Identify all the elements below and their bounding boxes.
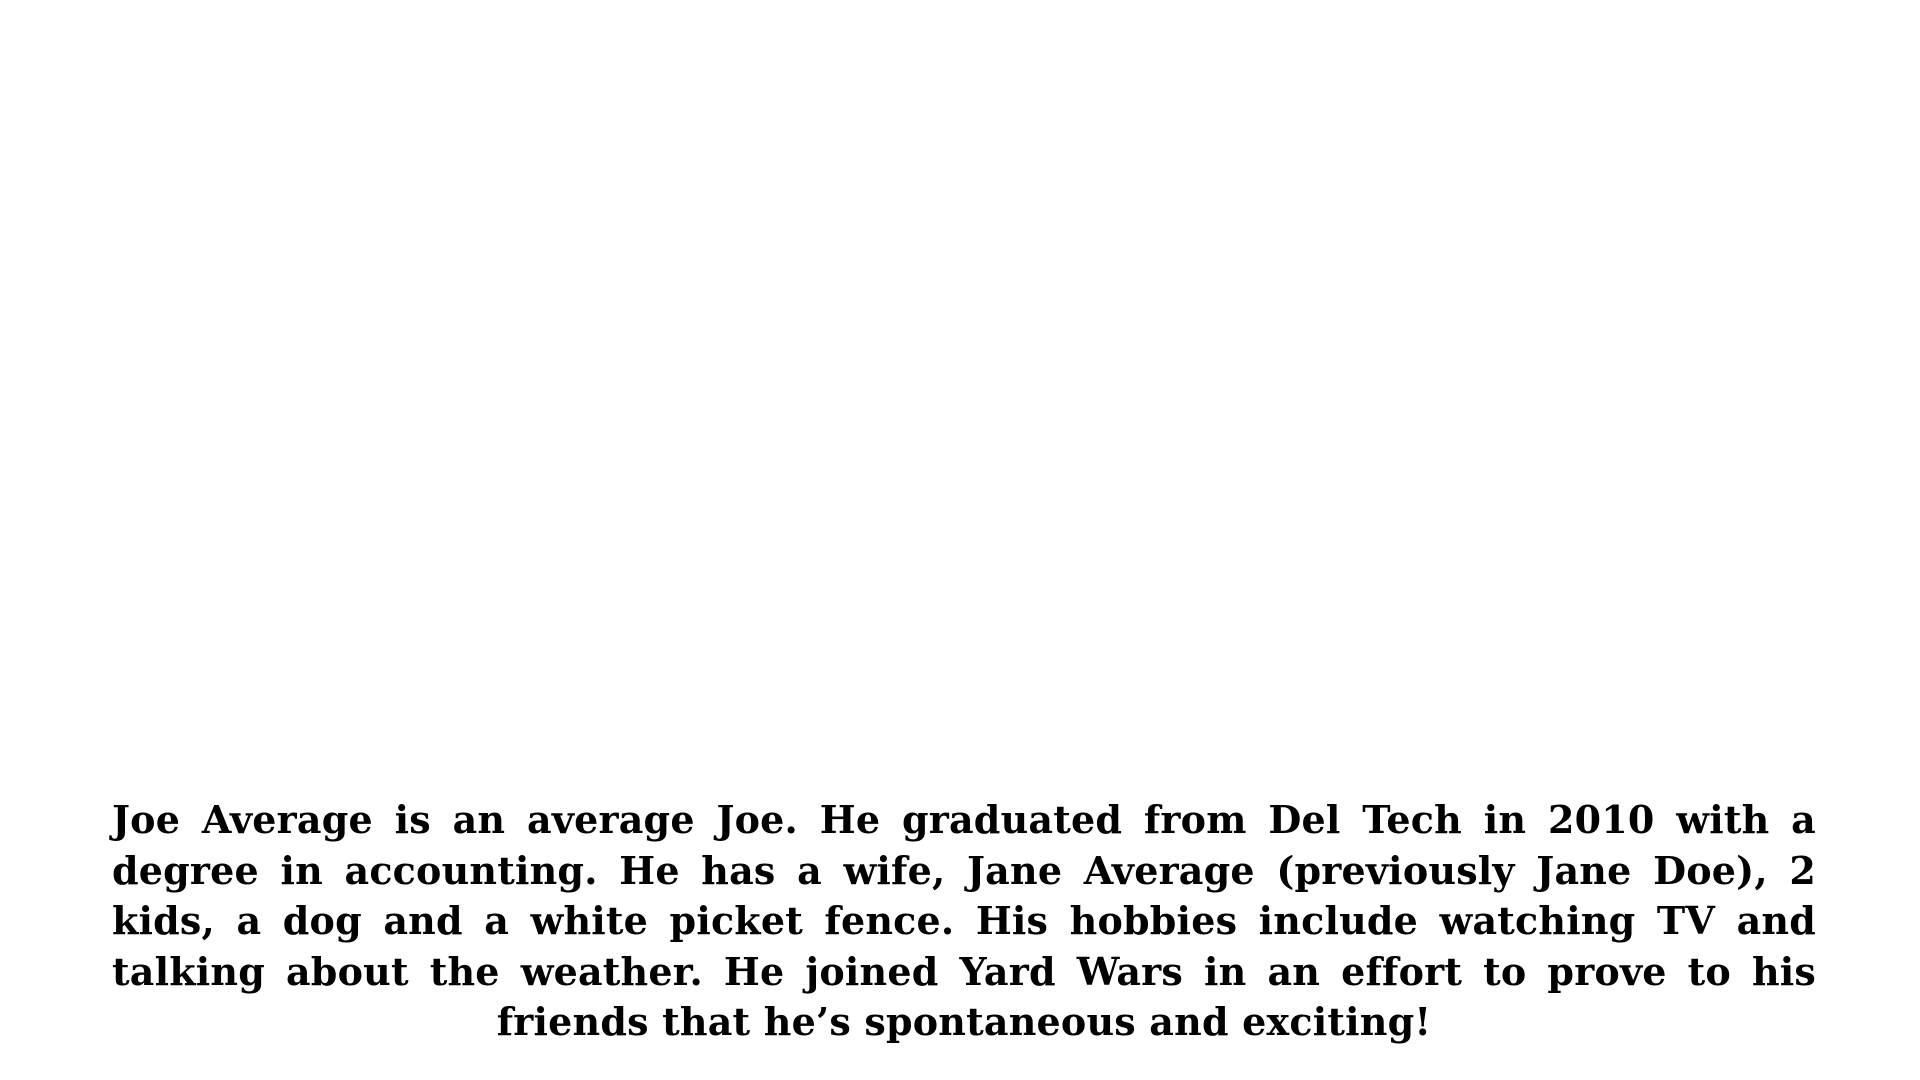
character-bio-text: Joe Average is an average Joe. He graduated from Del Tech in 2010 with a degree in accounting. He has a wife, Jane Average (previously Jane Doe), 2 kids, a dog and a white picket fence. His hobbies include watching TV and talking about the weather. He joined Yard Wars in an effort to prove to his friends that he’s spontaneous and exciting! [112, 797, 1816, 1044]
